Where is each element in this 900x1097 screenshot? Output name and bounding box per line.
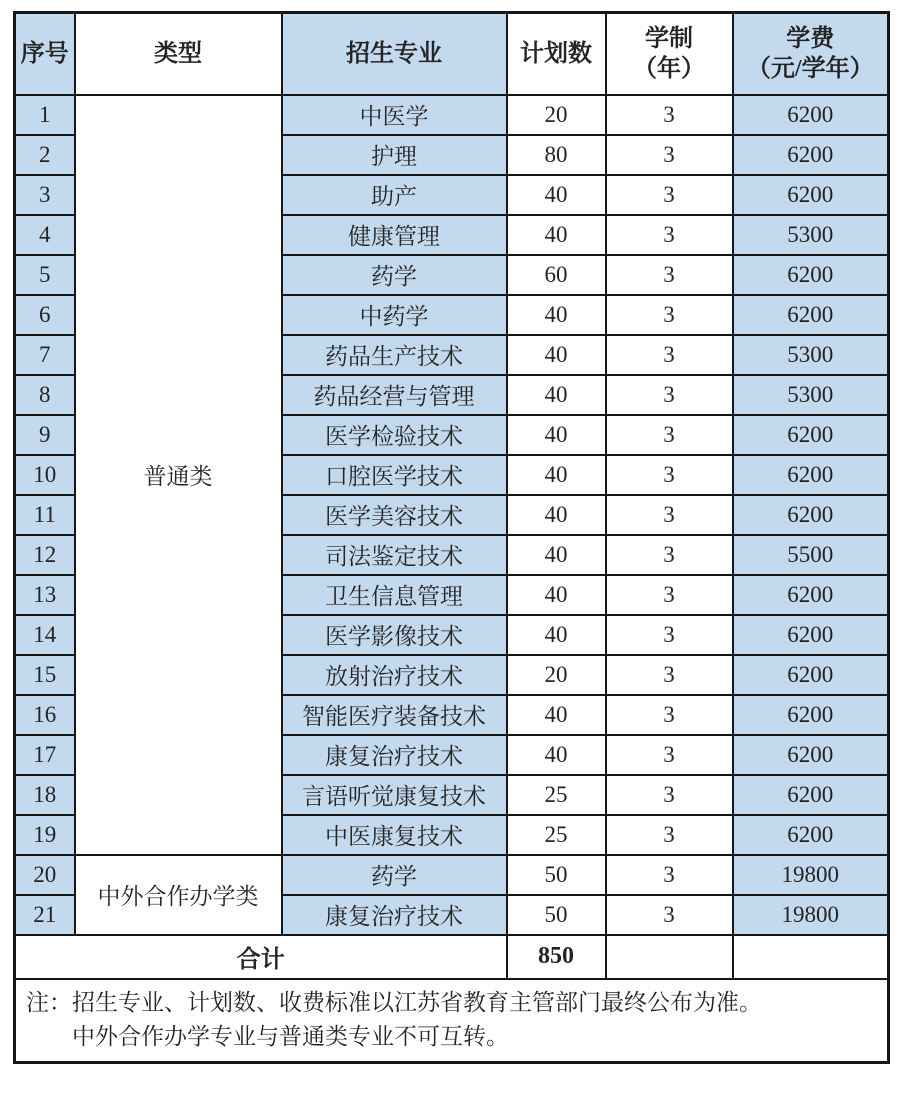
header-col-plan: 计划数 [507,13,606,95]
plan-cell: 40 [507,735,606,775]
years-cell: 3 [606,535,733,575]
years-cell: 3 [606,215,733,255]
years-cell: 3 [606,855,733,895]
tuition-cell: 6200 [733,575,889,615]
tuition-cell: 19800 [733,855,889,895]
table-header [15,13,889,95]
tuition-cell: 6200 [733,175,889,215]
major-cell: 口腔医学技术 [282,455,507,495]
header-col-type: 类型 [75,13,282,95]
row-number-cell: 9 [15,415,75,455]
major-cell: 药品经营与管理 [282,375,507,415]
years-cell: 3 [606,895,733,935]
table-row [15,855,889,895]
table-row [15,95,889,135]
tuition-cell: 6200 [733,455,889,495]
row-number-cell: 13 [15,575,75,615]
major-cell: 医学影像技术 [282,615,507,655]
row-number-cell: 15 [15,655,75,695]
years-cell: 3 [606,615,733,655]
row-number-cell: 1 [15,95,75,135]
row-number-cell: 7 [15,335,75,375]
major-cell: 中医康复技术 [282,815,507,855]
tuition-cell: 6200 [733,495,889,535]
row-number-cell: 3 [15,175,75,215]
years-cell: 3 [606,415,733,455]
tuition-cell: 5300 [733,215,889,255]
years-cell: 3 [606,455,733,495]
row-number-cell: 11 [15,495,75,535]
row-number-cell: 14 [15,615,75,655]
plan-cell: 20 [507,655,606,695]
tuition-cell: 6200 [733,295,889,335]
row-number-cell: 12 [15,535,75,575]
header-row [15,13,889,95]
plan-cell: 40 [507,375,606,415]
header-col-years [606,13,733,95]
row-number-cell: 21 [15,895,75,935]
plan-cell: 40 [507,335,606,375]
years-cell: 3 [606,775,733,815]
plan-cell: 80 [507,135,606,175]
note-cell [15,979,889,1063]
header-col-tuition [733,13,889,95]
plan-cell: 25 [507,815,606,855]
row-number-cell: 5 [15,255,75,295]
plan-cell: 40 [507,535,606,575]
table-body [15,95,889,935]
header-col-major: 招生专业 [282,13,507,95]
tuition-cell: 5500 [733,535,889,575]
row-number-cell: 17 [15,735,75,775]
header-years-line1: 学制 [645,25,693,52]
row-number-cell: 16 [15,695,75,735]
tuition-cell: 6200 [733,695,889,735]
major-cell: 药品生产技术 [282,335,507,375]
total-tuition-cell [733,935,889,979]
header-col-no: 序号 [15,13,75,95]
plan-cell: 40 [507,215,606,255]
header-tuition-line1: 学费 [786,25,835,52]
tuition-cell: 6200 [733,655,889,695]
total-row [15,935,889,979]
row-number-cell: 10 [15,455,75,495]
row-number-cell: 4 [15,215,75,255]
tuition-cell: 5300 [733,375,889,415]
plan-cell: 40 [507,175,606,215]
plan-cell: 40 [507,615,606,655]
years-cell: 3 [606,175,733,215]
plan-cell: 20 [507,95,606,135]
plan-cell: 60 [507,255,606,295]
years-cell: 3 [606,375,733,415]
years-cell: 3 [606,655,733,695]
tuition-cell: 6200 [733,95,889,135]
years-cell: 3 [606,135,733,175]
years-cell: 3 [606,295,733,335]
plan-cell: 40 [507,295,606,335]
note-text [26,986,877,1055]
plan-cell: 40 [507,495,606,535]
major-cell: 药学 [282,255,507,295]
note-line2: 中外合作办学专业与普通类专业不可互转。 [72,1024,509,1049]
header-tuition-line2: （元/学年） [746,55,874,82]
major-cell: 智能医疗装备技术 [282,695,507,735]
tuition-cell: 6200 [733,775,889,815]
plan-cell: 40 [507,575,606,615]
total-plan-cell: 850 [507,935,606,979]
total-years-cell [606,935,733,979]
plan-cell: 40 [507,695,606,735]
header-years-line2: （年） [633,55,705,82]
major-cell: 医学检验技术 [282,415,507,455]
note-line1: 注：招生专业、计划数、收费标准以江苏省教育主管部门最终公布为准。 [26,989,762,1015]
years-cell: 3 [606,255,733,295]
years-cell: 3 [606,335,733,375]
years-cell: 3 [606,95,733,135]
tuition-cell: 6200 [733,255,889,295]
years-cell: 3 [606,695,733,735]
major-cell: 药学 [282,855,507,895]
years-cell: 3 [606,495,733,535]
category-cell: 普通类 [75,95,282,855]
tuition-cell: 5300 [733,335,889,375]
major-cell: 助产 [282,175,507,215]
major-cell: 卫生信息管理 [282,575,507,615]
years-cell: 3 [606,815,733,855]
tuition-cell: 6200 [733,815,889,855]
major-cell: 康复治疗技术 [282,895,507,935]
row-number-cell: 6 [15,295,75,335]
tuition-cell: 6200 [733,615,889,655]
years-cell: 3 [606,735,733,775]
tuition-cell: 19800 [733,895,889,935]
admission-plan-table [13,11,890,1064]
tuition-cell: 6200 [733,135,889,175]
tuition-cell: 6200 [733,735,889,775]
category-cell: 中外合作办学类 [75,855,282,935]
plan-cell: 50 [507,895,606,935]
plan-cell: 40 [507,415,606,455]
total-label-cell: 合计 [15,935,507,979]
major-cell: 护理 [282,135,507,175]
major-cell: 放射治疗技术 [282,655,507,695]
row-number-cell: 20 [15,855,75,895]
major-cell: 言语听觉康复技术 [282,775,507,815]
plan-cell: 50 [507,855,606,895]
plan-cell: 25 [507,775,606,815]
major-cell: 中医学 [282,95,507,135]
major-cell: 康复治疗技术 [282,735,507,775]
plan-cell: 40 [507,455,606,495]
row-number-cell: 18 [15,775,75,815]
years-cell: 3 [606,575,733,615]
major-cell: 健康管理 [282,215,507,255]
tuition-cell: 6200 [733,415,889,455]
row-number-cell: 2 [15,135,75,175]
row-number-cell: 19 [15,815,75,855]
major-cell: 医学美容技术 [282,495,507,535]
major-cell: 中药学 [282,295,507,335]
table-footer [15,935,889,1063]
major-cell: 司法鉴定技术 [282,535,507,575]
row-number-cell: 8 [15,375,75,415]
note-row [15,979,889,1063]
